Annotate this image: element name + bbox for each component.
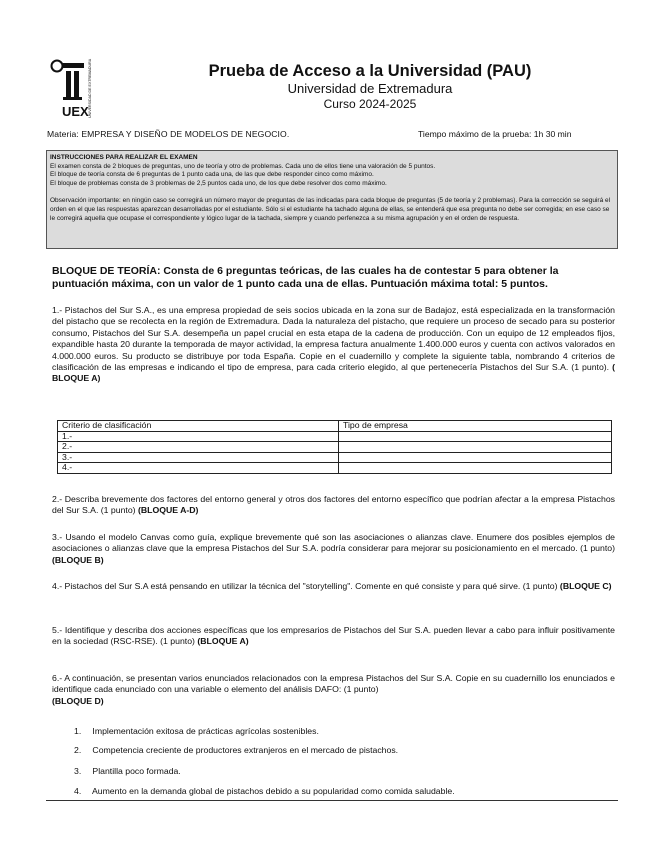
list-item-text: Implementación exitosa de prácticas agrícolas sostenibles. xyxy=(92,726,319,736)
question-2-text: 2.- Describa brevemente dos factores del entorno general y otros dos factores del entorno específico que podrían afectar a la empresa Pistachos del Sur S.A. (1 punto) xyxy=(52,494,615,516)
question-5-tag: (BLOQUE A) xyxy=(197,636,249,647)
question-4-text: 4.- Pistachos del Sur S.A está pensando en utilizar la técnica del "storytelling". Comente en qué consiste y para qué sirve. (1 punto) xyxy=(52,581,558,591)
list-item xyxy=(74,766,181,776)
table-row xyxy=(58,463,612,474)
page-title: Prueba de Acceso a la Universidad (PAU) xyxy=(208,62,532,80)
table-cell-empty xyxy=(339,442,612,453)
list-item xyxy=(74,726,319,736)
table-row xyxy=(58,442,612,453)
list-item-number: 3. xyxy=(74,766,82,776)
instructions-line: El examen consta de 2 bloques de preguntas, uno de teoría y otro de problemas. Cada uno de ellos tiene una valoración de 5 puntos. xyxy=(50,162,436,170)
classification-table xyxy=(57,420,612,474)
table-row xyxy=(58,452,612,463)
question-6 xyxy=(52,673,615,707)
question-4-tag: (BLOQUE C) xyxy=(559,581,612,591)
table-header-tipo: Tipo de empresa xyxy=(339,421,612,432)
logo-text: UEX xyxy=(62,104,89,119)
table-row xyxy=(58,431,612,442)
instructions-line: El bloque de problemas consta de 3 problemas de 2,5 puntos cada uno, de los que debe resolver dos como máximo. xyxy=(50,179,387,187)
list-item-number: 2. xyxy=(74,745,82,755)
instructions-note: Observación importante: en ningún caso se corregirá un número mayor de preguntas de las indicadas para cada bloque de preguntas (5 de teoría y 2 problemas). Para la corrección se seguirá el orden en el que las respuestas aparezcan desarrolladas por el estudiante. Sólo si el estudiante ha tachado alguna de ellas, se entenderá que esa pregunta no debe ser corregida; en ese caso se le corregirá aquella que ocupase el correspondiente y lógico lugar de la tachada, siempre y cuando perfenezca a su misma agrupación y en el orden de respuesta. xyxy=(50,197,611,222)
table-cell: 4.- xyxy=(58,463,339,474)
question-1-text: 1.- Pistachos del Sur S.A., es una empresa propiedad de seis socios ubicada en la zona sur de Badajoz, está especializada en la transformación del pistacho que se recolecta en la región de Extremadura. Dada la naturaleza del pistacho, que requiere un proceso de secado para su posterior consumo, Pistachos del Sur S.A. desempeña un papel crucial en esta etapa de la cadena de producción. Con un equipo de 12 empleados fijos, expandible hasta 20 durante la temporada de mayor actividad, la empresa factura anualmente 1.400.000 euros y cuenta con activos valorados en 4.000.000 euros. Su producto se distribuye por toda España. Copie en el cuadernillo y complete la siguiente tabla, nombrando 4 criterios de clasificación de las empresas e indicando el tipo de empresa, para cada criterio elegido, al que pertenecería Pistachos del Sur S.A. (1 punto). xyxy=(52,305,615,373)
theory-block-heading: BLOQUE DE TEORÍA: Consta de 6 preguntas teóricas, de las cuales ha de contestar 5 para obtener la puntuación máxima, con un valor de 1 punto cada una de ellas. Puntuación máxima total: 5 puntos. xyxy=(52,265,559,290)
list-item xyxy=(74,745,398,755)
question-1 xyxy=(52,305,615,385)
bottom-divider xyxy=(46,800,618,801)
uex-logo xyxy=(47,58,103,120)
logo-caption: UNIVERSIDAD DE EXTREMADURA xyxy=(88,58,92,118)
table-cell-empty xyxy=(339,452,612,463)
instructions-line: El bloque de teoría consta de 6 preguntas de 1 punto cada una, de las que debe responder cinco como máximo. xyxy=(50,171,374,179)
course-year: Curso 2024-2025 xyxy=(323,97,417,111)
subject-label: Materia: EMPRESA Y DISEÑO DE MODELOS DE NEGOCIO. xyxy=(47,129,290,139)
table-cell-empty xyxy=(339,463,612,474)
question-6-text: 6.- A continuación, se presentan varios enunciados relacionados con la empresa Pistachos del Sur S.A. Copie en su cuadernillo los enunciados e identifique cada enunciado con una variable o elemento del análisis DAFO: (1 punto) xyxy=(52,673,615,695)
time-limit: Tiempo máximo de la prueba: 1h 30 min xyxy=(418,129,572,139)
table-cell: 2.- xyxy=(58,442,339,453)
list-item-number: 4. xyxy=(74,786,82,796)
instructions-heading: INSTRUCCIONES PARA REALIZAR EL EXAMEN xyxy=(50,154,198,161)
table-header-row xyxy=(58,421,612,432)
table-cell: 3.- xyxy=(58,452,339,463)
question-3-tag: (BLOQUE B) xyxy=(52,554,104,565)
question-3 xyxy=(52,532,615,566)
instructions-box xyxy=(46,150,618,249)
question-2 xyxy=(52,494,615,517)
question-6-tag: (BLOQUE D) xyxy=(52,695,104,706)
question-1-tag: ( BLOQUE A) xyxy=(52,362,615,384)
table-cell: 1.- xyxy=(58,431,339,442)
question-5-text: 5.- Identifique y describa dos acciones específicas que los empresarios de Pistachos del Sur S.A. pueden llevar a cabo para influir positivamente en la sociedad (RSC-RSE). (1 punto) xyxy=(52,625,615,647)
university-name: Universidad de Extremadura xyxy=(287,81,453,96)
question-5 xyxy=(52,625,615,648)
list-item-text: Competencia creciente de productores extranjeros en el mercado de pistachos. xyxy=(92,745,399,755)
question-2-tag: (BLOQUE A-D) xyxy=(137,505,199,516)
table-header-criterio: Criterio de clasificación xyxy=(58,421,339,432)
question-3-text: 3.- Usando el modelo Canvas como guía, explique brevemente qué son las asociaciones o alianzas clave. Enumere dos posibles ejemplos de asociaciones o alianzas clave que la empresa Pistachos del Sur S.A. podría considerar para mejorar su posicionamiento en el mercado. (1 punto) xyxy=(52,532,615,554)
list-item-text: Plantilla poco formada. xyxy=(92,766,181,776)
question-4 xyxy=(52,581,615,592)
list-item xyxy=(74,786,455,796)
table-cell-empty xyxy=(339,431,612,442)
list-item-text: Aumento en la demanda global de pistachos debido a su popularidad como comida saludable. xyxy=(91,786,455,796)
list-item-number: 1. xyxy=(74,726,82,736)
